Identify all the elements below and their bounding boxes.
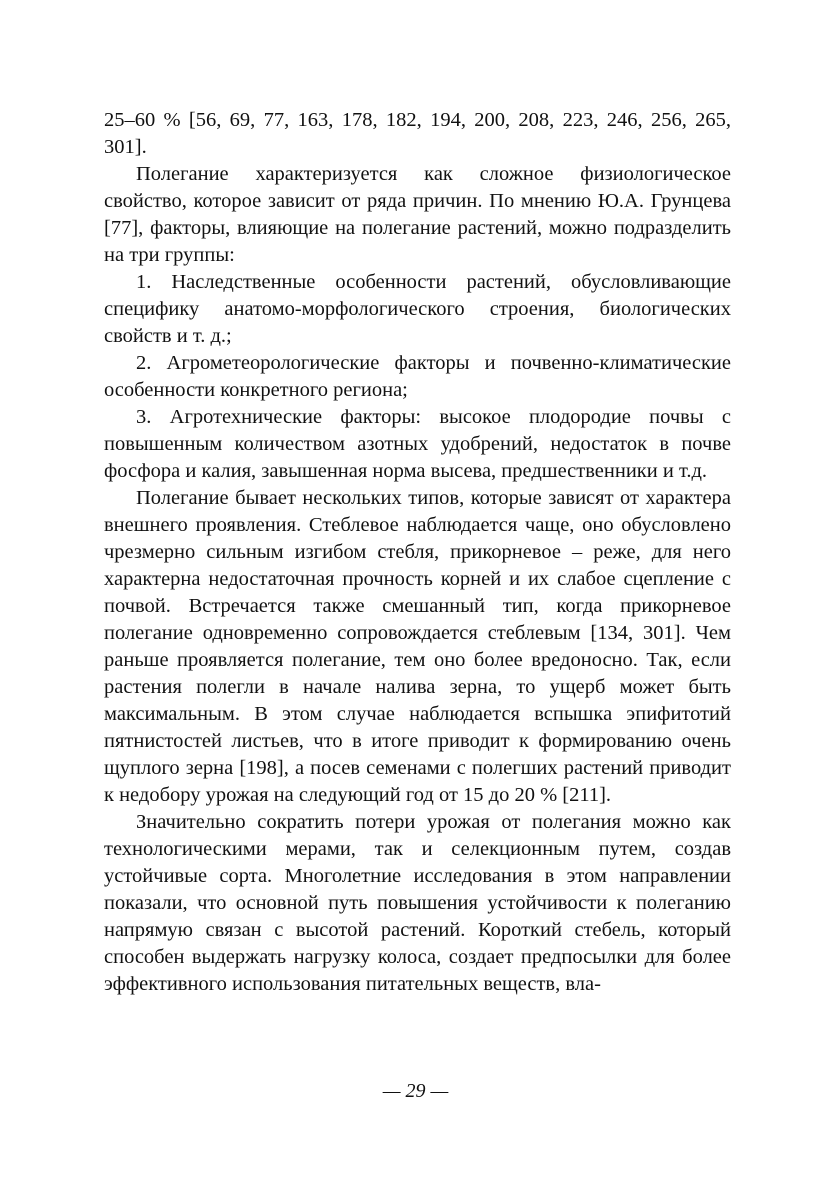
list-item-agrometeorological: 2. Агрометеорологические факторы и почвенно-климатические особенности конкретного региона; — [104, 352, 731, 401]
paragraph-lodging-types: Полегание бывает нескольких типов, которые зависят от характера внешнего проявления. Стеблевое наблюдается чаще, оно обусловлено чрезмерно сильным изгибом стебля, прикорневое – реже, для него характерна недостаточная прочность корней и их слабое сцепление с почвой. Встречается также смешанный тип, когда прикорневое полегание одновременно сопровождается стеблевым [134, 301]. Чем раньше проявляется полегание, тем оно более вредоносно. Так, если растения полегли в начале налива зерна, то ущерб может быть максимальным. В этом случае наблюдается вспышка эпифитотий пятнистостей листьев, что в итоге приводит к формированию очень щуплого зерна [198], а посев семенами с полегших растений приводит к недобору урожая на следующий год от 15 до 20 % [211]. — [104, 487, 731, 806]
page-body — [104, 107, 731, 998]
paragraph-lodging-definition: Полегание характеризуется как сложное физиологическое свойство, которое зависит от ряда причин. По мнению Ю.А. Грунцева [77], факторы, влияющие на полегание растений, можно подразделить на три группы: — [104, 163, 731, 266]
list-item-agrotechnical: 3. Агротехнические факторы: высокое плодородие почвы с повышенным количеством азотных удобрений, недостаток в почве фосфора и калия, завышенная норма высева, предшественники и т.д. — [104, 406, 731, 482]
paragraph-reduce-losses: Значительно сократить потери урожая от полегания можно как технологическими мерами, так и селекционным путем, создав устойчивые сорта. Многолетние исследования в этом направлении показали, что основной путь повышения устойчивости к полеганию напрямую связан с высотой растений. Короткий стебель, который способен выдержать нагрузку колоса, создает предпосылки для более эффективного использования питательных веществ, вла- — [104, 811, 731, 995]
page-number: — 29 — — [382, 1080, 449, 1102]
paragraph-continuation: 25–60 % [56, 69, 77, 163, 178, 182, 194, 200, 208, 223, 246, 256, 265, 301]. — [104, 109, 731, 158]
list-item-hereditary: 1. Наследственные особенности растений, обусловливающие специфику анатомо-морфологического строения, биологических свойств и т. д.; — [104, 271, 731, 347]
